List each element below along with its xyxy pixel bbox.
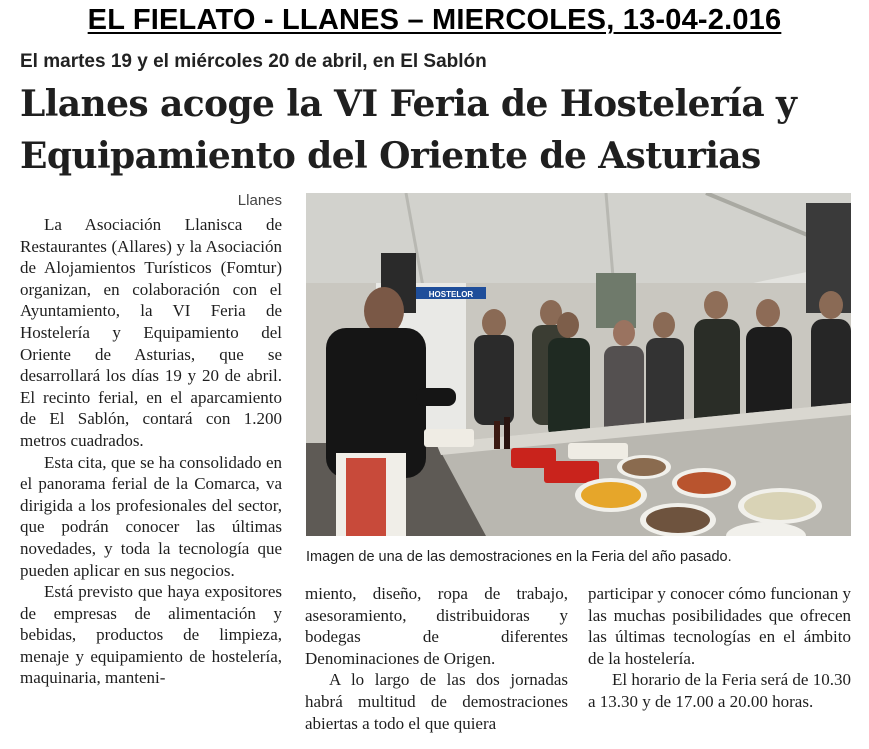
paragraph: Esta cita, que se ha consolidado en el panorama ferial de la Comarca, va dirigida a los profesionales del sector, que podrán conocer las últimas novedades, y toda la tecnología que pueden aplicar en sus negocios. (20, 452, 282, 580)
paragraph: El horario de la Feria será de 10.30 a 13.30 y de 17.00 a 20.00 horas. (588, 670, 851, 711)
byline: Llanes (237, 192, 282, 209)
photo-caption: Imagen de una de las demostraciones en la Feria del año pasado. (306, 549, 732, 565)
kicker: El martes 19 y el miércoles 20 de abril, en El Sablón (20, 51, 487, 72)
article-column-2 (305, 583, 568, 734)
article-column-3 (588, 583, 851, 713)
paragraph: A lo largo de las dos jornadas habrá multitud de demostraciones abiertas a todo el que quiera (305, 670, 568, 733)
paragraph: La Asociación Llanisca de Restaurantes (Allares) y la Asociación de Alojamientos Turísticos (Fomtur) organizan, en colaboración con el Ayuntamiento, la VI Feria de Hostelería y Equipamiento del Oriente de Asturias, que se desarrollará los días 19 y 20 de abril. El recinto ferial, en el aparcamiento de El Sablón, contará con 1.200 metros cuadrados. (20, 215, 282, 450)
banner-text: HOSTELOR (428, 290, 474, 299)
poster (596, 273, 636, 328)
paragraph: Está previsto que haya expositores de empresas de alimentación y bebidas, productos de limpieza, menaje y equipamiento de hostelería, maquinaria, manteni- (20, 582, 282, 688)
masthead (0, 2, 869, 38)
headline-line-1: Llanes acoge la VI Feria de Hostelería y (20, 83, 797, 125)
headline-line-2: Equipamiento del Oriente de Asturias (20, 135, 761, 177)
headline (20, 78, 865, 182)
paragraph: miento, diseño, ropa de trabajo, asesoramiento, distribuidoras y bodegas de diferentes Denominaciones de Origen. (305, 584, 568, 668)
paragraph: participar y conocer cómo funcionan y las muchas posibilidades que ofrecen las últimas tecnologías en el ámbito de la hostelería. (588, 584, 851, 668)
photo-illustration (306, 193, 851, 536)
masthead-text: EL FIELATO - LLANES – MIERCOLES, 13-04-2.016 (87, 4, 782, 36)
article-column-1 (20, 214, 282, 689)
article-photo (306, 193, 851, 536)
